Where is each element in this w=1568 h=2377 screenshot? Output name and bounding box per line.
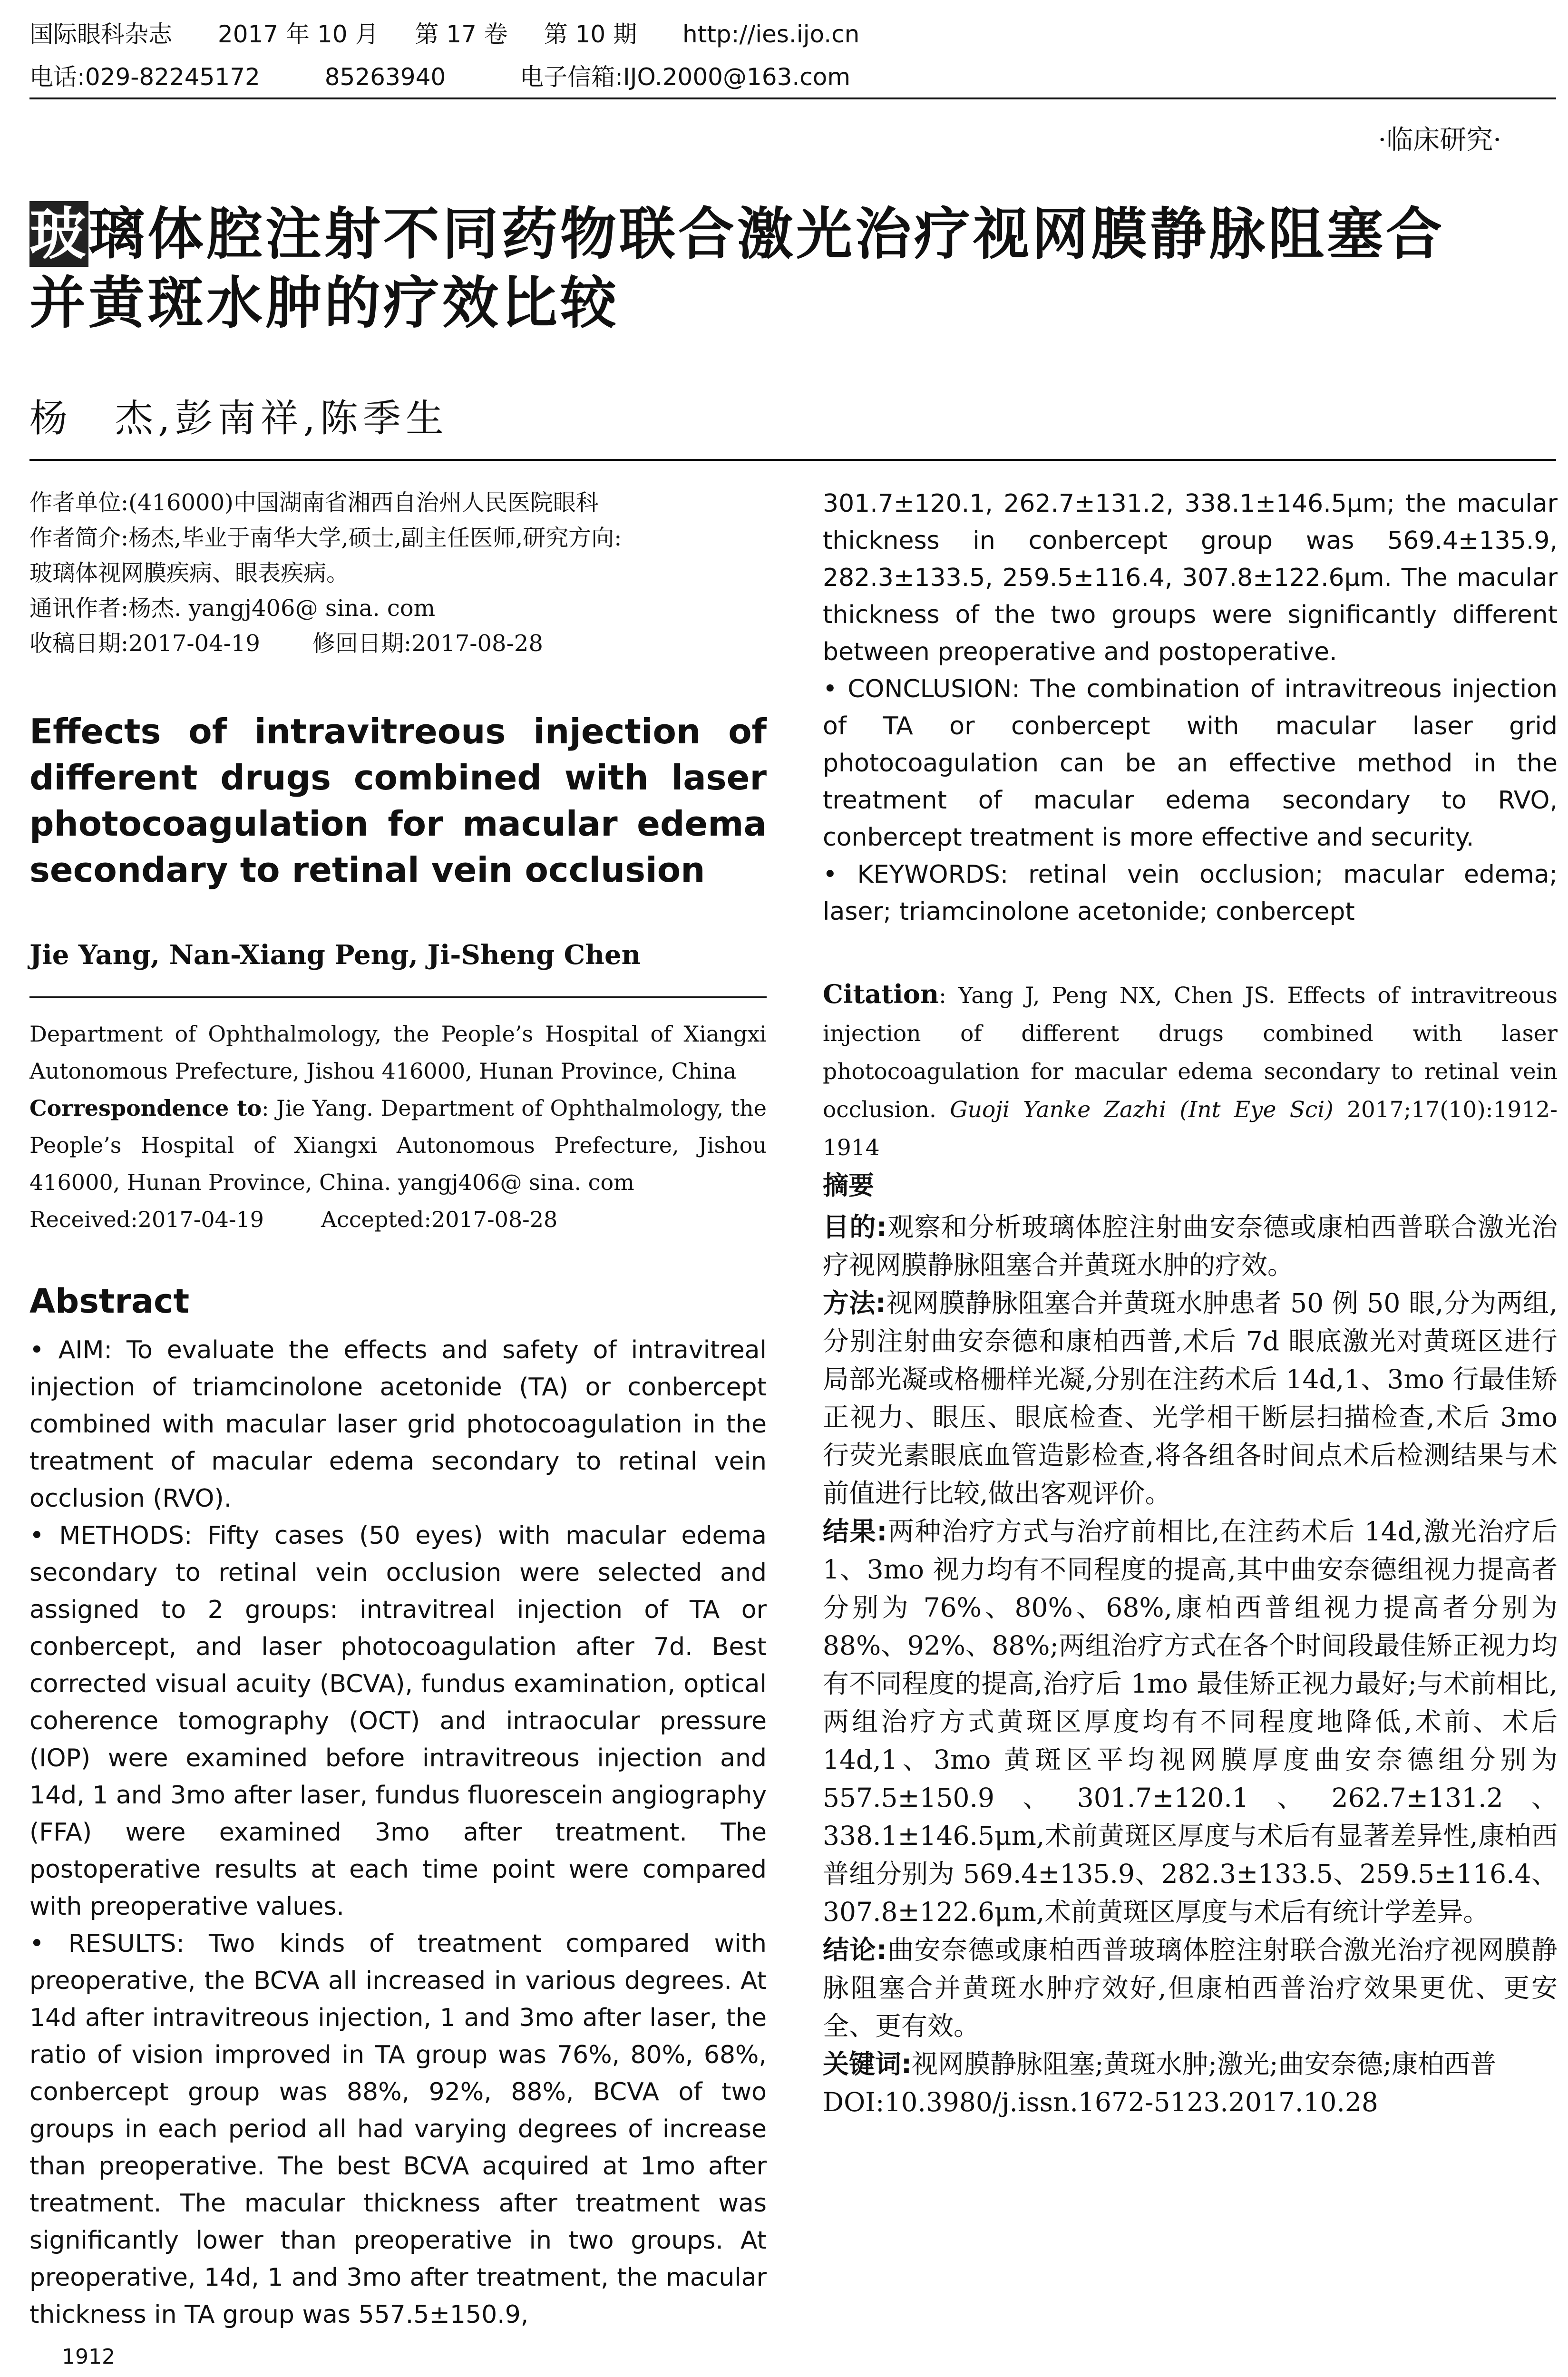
cn-aim-label: 目的:	[823, 1212, 887, 1242]
abstract-heading: Abstract	[29, 1282, 190, 1321]
header-rule	[29, 97, 1556, 99]
cn-methods: 视网膜静脉阻塞合并黄斑水肿患者 50 例 50 眼,分为两组,分别注射曲安奈德和康柏西普,术后 7d 眼底激光对黄斑区进行局部光凝或格栅样光凝,分别在注药术后 14d,1、3mo 行最佳矫正视力、眼压、眼底检查、光学相干断层扫描检查,术后 3mo 行荧光素眼底血管造影检查,将各组各时间点术后检测结果与术前值进行比较,做出客观评价。	[823, 1288, 1558, 1509]
phone: 电话:029-82245172	[29, 63, 260, 91]
cn-conclusion-label: 结论:	[823, 1935, 887, 1965]
cn-aim: 观察和分析玻璃体腔注射曲安奈德或康柏西普联合激光治疗视网膜静脉阻塞合并黄斑水肿的疗效。	[823, 1212, 1558, 1280]
abstract-aim: • AIM: To evaluate the effects and safety of intravitreal injection of triamcinolone acetonide (TA) or conbercept combined with macular laser grid photocoagulation in the treatment of macular edema secondary to retinal vein occlusion (RVO).	[29, 1336, 767, 1513]
affiliation-block-en	[29, 1015, 767, 1238]
cn-results-label: 结果:	[823, 1516, 887, 1547]
citation-label: Citation	[823, 979, 939, 1009]
journal-url[interactable]: http://ies.ijo.cn	[682, 20, 860, 48]
abstract-results: • RESULTS: Two kinds of treatment compared with preoperative, the BCVA all increased in various degrees. At 14d after intravitreous injection, 1 and 3mo after laser, the ratio of vision improved in TA group was 76%, 80%, 68%, conbercept group was 88%, 92%, 88%, BCVA of two groups in each period all had varying degrees of increase than preoperative. The best BCVA acquired at 1mo after treatment. The macular thickness after treatment was significantly lower than preoperative in two groups. At preoperative, 14d, 1 and 3mo after treatment, the macular thickness in TA group was 557.5±150.9,	[29, 1929, 767, 2329]
author-bio-line1: 作者简介:杨杰,毕业于南华大学,硕士,副主任医师,研究方向:	[29, 525, 622, 551]
affiliation-cn: 作者单位:(416000)中国湖南省湘西自治州人民医院眼科	[29, 489, 599, 516]
authors-cn: 杨 杰,彭南祥,陈季生	[29, 396, 448, 440]
citation-text: : Yang J, Peng NX, Chen JS. Effects of intravitreous injection of different drugs combined with laser photocoagulation for macular edema secondary to retinal vein occlusion.	[823, 983, 1558, 1123]
email[interactable]: 电子信箱:IJO.2000@163.com	[520, 63, 851, 91]
author-bio-line2: 玻璃体视网膜疾病、眼表疾病。	[29, 560, 350, 586]
article-title-en	[29, 709, 767, 893]
correspondence-en: : Jie Yang. Department of Ophthalmology, the People’s Hospital of Xiangxi Autonomous Prefecture, Jishou 416000, Hunan Province, China. yangj406@ sina. com	[29, 1095, 767, 1195]
en-title-line: different drugs combined with laser	[29, 758, 767, 798]
abstract-keywords: • KEYWORDS: retinal vein occlusion; macular edema; laser; triamcinolone acetonide; conbercept	[823, 860, 1558, 926]
en-title-line: Effects of intravitreous injection of	[29, 711, 767, 751]
phone-2: 85263940	[324, 63, 446, 91]
abstract-cn	[823, 1208, 1558, 2121]
cn-keywords: 视网膜静脉阻塞;黄斑水肿;激光;曲安奈德;康柏西普	[912, 2049, 1497, 2079]
page-number: 1912	[62, 2345, 115, 2369]
abstract-results-cont: 301.7±120.1, 262.7±131.2, 338.1±146.5μm; the macular thickness in conbercept group was 569.4±135.9, 282.3±133.5, 259.5±116.4, 307.8±122.6μm. The macular thickness of the two groups were significantly different between preoperative and postoperative.	[823, 489, 1558, 666]
title-line1: 璃体腔注射不同药物联合激光治疗视网膜静脉阻塞合	[88, 201, 1445, 267]
revised-cn: 修回日期:2017-08-28	[312, 630, 543, 657]
doi: DOI:10.3980/j.issn.1672-5123.2017.10.28	[823, 2087, 1378, 2117]
received-en: Received:2017-04-19	[29, 1207, 264, 1232]
citation-tail: 2017;17(10):1912-1914	[823, 1097, 1558, 1161]
authors-en: Jie Yang, Nan-Xiang Peng, Ji-Sheng Chen	[29, 939, 641, 971]
authors-rule	[29, 996, 767, 998]
abstract-conclusion: • CONCLUSION: The combination of intravitreous injection of TA or conbercept with macular laser grid photocoagulation can be an effective method in the treatment of macular edema secondary to RVO, conbercept treatment is more effective and security.	[823, 675, 1558, 852]
issue-date: 2017 年 10 月	[217, 20, 379, 48]
title-first-char: 玻	[29, 201, 89, 267]
journal-header-line2	[29, 62, 850, 92]
citation-journal: Guoji Yanke Zazhi (Int Eye Sci)	[950, 1097, 1334, 1123]
cn-keywords-label: 关键词:	[823, 2049, 912, 2079]
received-cn: 收稿日期:2017-04-19	[29, 630, 260, 657]
title-rule	[29, 459, 1556, 461]
author-meta-cn	[29, 485, 767, 661]
accepted-en: Accepted:2017-08-28	[321, 1207, 558, 1232]
cn-results: 两种治疗方式与治疗前相比,在注药术后 14d,激光治疗后 1、3mo 视力均有不同程度的提高,其中曲安奈德组视力提高者分别为 76%、80%、68%,康柏西普组视力提高者分别为 88%、92%、88%;两组治疗方式在各个时间段最佳矫正视力均有不同程度的提高,治疗后 1mo 最佳矫正视力最好;与术前相比,两组治疗方式黄斑区厚度均有不同程度地降低,术前、术后 14d,1、3mo 黄斑区平均视网膜厚度曲安奈德组分别为 557.5±150.9、301.7±120.1、262.7±131.2、338.1±146.5μm,术前黄斑区厚度与术后有显著差异性,康柏西普组分别为 569.4±135.9、282.3±133.5、259.5±116.4、307.8±122.6μm,术前黄斑区厚度与术后有统计学差异。	[823, 1516, 1558, 1927]
issue: 第 10 期	[544, 20, 637, 48]
affiliation-en: Department of Ophthalmology, the People’s Hospital of Xiangxi Autonomous Prefecture, Jishou 416000, Hunan Province, China	[29, 1021, 767, 1084]
citation	[823, 975, 1558, 1167]
abstract-en-right	[823, 485, 1558, 930]
article-title-cn	[29, 200, 1561, 338]
cn-methods-label: 方法:	[823, 1288, 886, 1318]
correspondence-cn: 通讯作者:杨杰. yangj406@ sina. com	[29, 595, 436, 622]
cn-conclusion: 曲安奈德或康柏西普玻璃体腔注射联合激光治疗视网膜静脉阻塞合并黄斑水肿疗效好,但康柏西普治疗效果更优、更安全、更有效。	[823, 1935, 1558, 2041]
volume: 第 17 卷	[415, 20, 508, 48]
journal-header-line1	[29, 19, 859, 49]
en-title-line: secondary to retinal vein occlusion	[29, 850, 705, 890]
abstract-methods: • METHODS: Fifty cases (50 eyes) with macular edema secondary to retinal vein occlusion were selected and assigned to 2 groups: intravitreal injection of TA or conbercept, and laser photocoagulation after 7d. Best corrected visual acuity (BCVA), fundus examination, optical coherence tomography (OCT) and intraocular pressure (IOP) were examined before intravitreous injection and 14d, 1 and 3mo after laser, fundus fluorescein angiography (FFA) were examined 3mo after treatment. The postoperative results at each time point were compared with preoperative values.	[29, 1521, 767, 1921]
en-title-line: photocoagulation for macular edema	[29, 804, 767, 844]
abstract-en-left	[29, 1332, 767, 2333]
section-tag: ·临床研究·	[1378, 125, 1501, 156]
cn-abstract-heading: 摘要	[823, 1170, 874, 1200]
correspondence-label: Correspondence to	[29, 1095, 262, 1121]
title-line2: 并黄斑水肿的疗效比较	[29, 270, 620, 336]
journal-name: 国际眼科杂志	[29, 20, 172, 48]
